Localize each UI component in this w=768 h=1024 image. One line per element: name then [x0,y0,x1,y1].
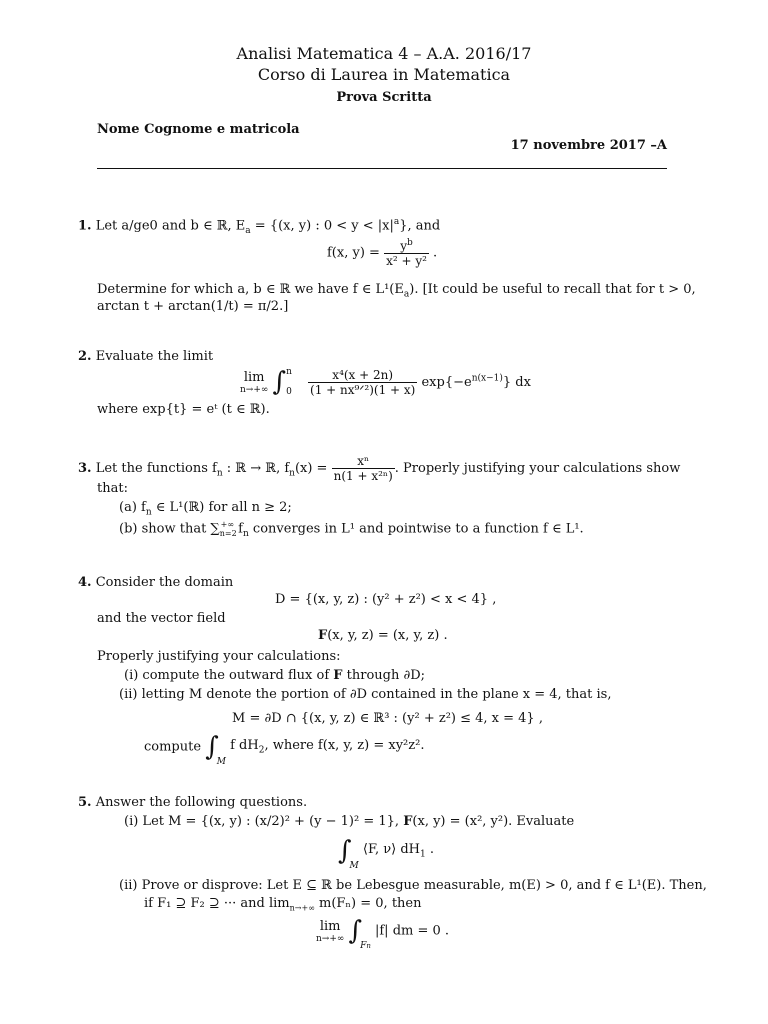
problem-3-number: 3. [78,461,92,476]
problem-2-intro: 2. Evaluate the limit [78,349,214,364]
problem-1-text: Determine for which a, b ∈ ℝ we have f ∈ $L^1(E_a)$. [It could be useful to recall that for t > 0, [97,282,696,300]
problem-5-limit: lim n→+∞ $\int_{Fn}$ |f| dm = 0 . [316,916,450,952]
name-label: Nome Cognome e matricola [97,122,300,137]
problem-5-part-ii-cont: if F₁ ⊇ F₂ ⊇ ··· and $\lim_{n\to+\infty} m(F_n) = 0$, then [144,896,422,913]
problem-3-part-b: (b) show that $\sum_{n=2}^{+\infty}$ $f_n$ converges in L¹ and pointwise to a function f ∈ L¹. [119,520,584,539]
problem-3-that: that: [97,481,128,496]
problem-4-M-def: M = ∂D ∩ {(x, y, z) ∈ ℝ³ : (y² + z²) ≤ 4, x = 4} , [232,711,543,726]
exam-date: 17 novembre 2017 –A [510,138,667,153]
integral-sign: ∫ [348,916,363,946]
problem-1-intro: 1. Let a/ge0 and b ∈ ℝ, $E_a = \{(x$, y) : $0 < y < |x|^a$}, and [78,217,441,236]
problem-4-intro: 4. Consider the domain [78,575,234,590]
integral-sign: ∫ [205,732,219,762]
problem-4-domain: D = {(x, y, z) : (y² + z²) < x < 4} , [275,592,497,607]
problem-4-part-ii: (ii) letting M denote the portion of ∂D contained in the plane x = 4, that is, [119,687,612,702]
problem-5-part-ii: (ii) Prove or disprove: Let E ⊆ ℝ be Lebesgue measurable, m(E) > 0, and f ∈ L¹(E). Then, [119,878,707,893]
problem-1-number: 1. [78,218,92,234]
problem-2-limit: lim n→+∞ ∫ n 0 $\frac{\text{x⁴(x + 2n)}}{\text{(1 + nx⁹ᐟ²)(1 + x)}}$ $\exp\{-e^{n(x-1)}\}$ dx [240,367,531,397]
subtitle: Prova Scritta [336,90,432,105]
title-line-1: Analisi Matematica 4 – A.A. 2016/17 [236,44,532,63]
problem-4-and-field: and the vector field [97,611,226,626]
integral-sign: ∫ [272,367,287,397]
problem-2-number: 2. [78,349,92,364]
problem-4-compute: compute $\int_M$ f $dH_2$, where f(x, y, z) = xy²z². [144,732,425,768]
problem-1-function: f(x, y) = $\frac{y^b}{\text{x² + y²}}$ . [327,238,438,268]
problem-4-justify: Properly justifying your calculations: [97,649,341,664]
problem-3-intro: 3. Let the functions $f_n$ : ℝ → ℝ, $f_n(x)$ = $\frac{\text{xⁿ}}{\text{n(1 + x²ⁿ)}}$ . Properly justifying your calculations show [78,454,681,483]
problem-3-part-a: (a) $f_n$ ∈ L¹(ℝ) for all n ≥ 2; [119,500,292,518]
problem-5-integral: $\int_M$ ⟨F, ν⟩ $dH_1$ . [338,836,435,872]
problem-5-intro: 5. Answer the following questions. [78,795,308,810]
integral-sign: ∫ [338,836,352,866]
problem-2-where: where exp{t} = eᵗ (t ∈ ℝ). [97,402,270,417]
problem-4-number: 4. [78,575,92,590]
problem-5-part-i: (i) Let M = {(x, y) : (x/2)² + (y − 1)² = 1}, F(x, y) = (x², y²). Evaluate [124,814,575,829]
problem-5-number: 5. [78,795,92,810]
header-rule [97,168,667,169]
problem-1-hint: arctan t + arctan(1/t) = π/2.] [97,299,289,314]
problem-4-field: F(x, y, z) = (x, y, z) . [318,628,448,643]
title-line-2: Corso di Laurea in Matematica [257,65,511,84]
problem-4-part-i: (i) compute the outward flux of F through ∂D; [124,668,426,683]
